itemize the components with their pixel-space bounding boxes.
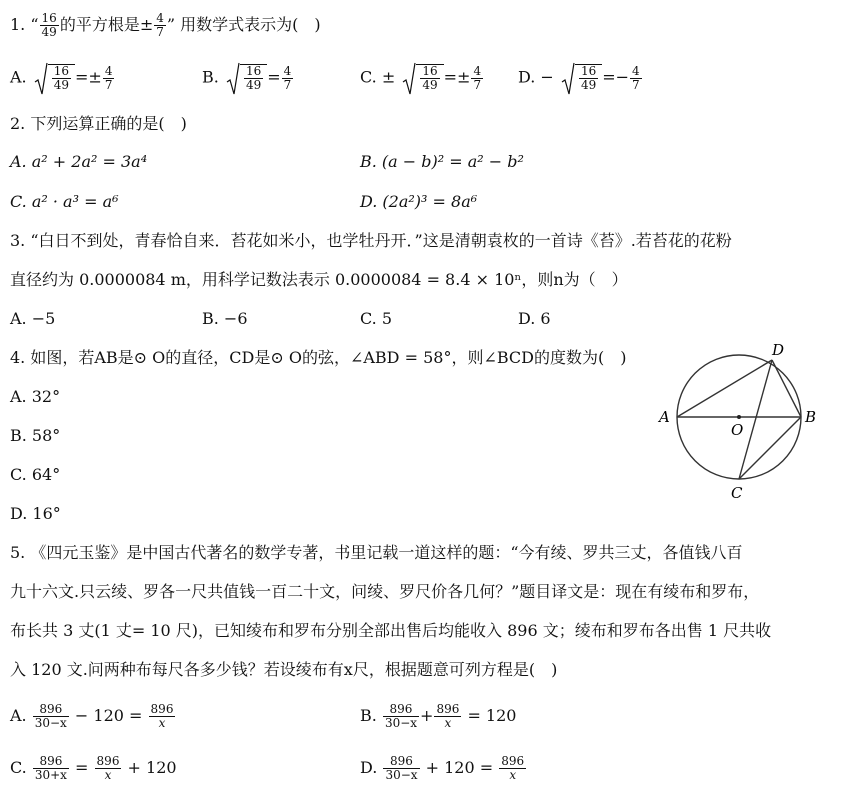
- sqrt-symbol: $\frac{16}{49}$: [34, 64, 75, 92]
- label-d: D: [772, 341, 785, 359]
- segment-bd: [772, 360, 801, 417]
- center-dot: [737, 415, 741, 419]
- q4-option-a[interactable]: A. 32°: [10, 387, 61, 406]
- q3-stem-line2: 直径约为 0.0000084 m，用科学记数法表示 0.0000084 = 8.4 × 10ⁿ，则n为（ ）: [10, 270, 628, 289]
- q5-option-b[interactable]: B. $\frac{896}{30-x}$ + $\frac{896}{x}$ = 120: [360, 702, 517, 730]
- q1-option-a[interactable]: A. $\frac{16}{49}$ =± $\frac{4}{7}$: [10, 63, 113, 92]
- q4-option-d[interactable]: D. 16°: [10, 504, 61, 523]
- q1-option-d[interactable]: D. − $\frac{16}{49}$ =− $\frac{4}{7}$: [518, 63, 640, 92]
- q3-stem-line1: 3. “白日不到处，青春恰自来．苔花如米小，也学牡丹开．”这是清朝袁枚的一首诗《苔》.若苔花的花粉: [10, 231, 732, 250]
- q1-stem: 1. “ $\frac{16}{49}$ 的平方根是± $\frac{4}{7}$ ” 用数学式表示为( ): [10, 11, 321, 39]
- q2-option-b[interactable]: B. (a − b)² = a² − b²: [360, 152, 524, 171]
- sqrt-symbol: $\frac{16}{49}$: [561, 64, 602, 92]
- sqrt-symbol: $\frac{16}{49}$: [402, 64, 443, 92]
- label-o: O: [731, 421, 744, 439]
- q4-option-b[interactable]: B. 58°: [10, 426, 61, 445]
- q4-stem: 4. 如图，若AB是⊙ O的直径，CD是⊙ O的弦，∠ABD = 58°，则∠BCD的度数为( ): [10, 348, 627, 367]
- q1-option-b[interactable]: B. $\frac{16}{49}$ = $\frac{4}{7}$: [202, 63, 292, 92]
- fraction: $\frac{16}{49}$: [41, 11, 57, 39]
- q4-option-c[interactable]: C. 64°: [10, 465, 61, 484]
- q3-option-b[interactable]: B. −6: [202, 309, 248, 328]
- fraction: $\frac{4}{7}$: [156, 11, 164, 39]
- q2-option-a[interactable]: A. a² + 2a² = 3a⁴: [10, 152, 148, 171]
- q5-stem-line2: 九十六文.只云绫、罗各一尺共值钱一百二十文，问绫、罗尺价各几何？”题目译文是：现在有绫布和罗布，: [10, 582, 760, 601]
- q5-stem-line3: 布长共 3 丈(1 丈= 10 尺)，已知绫布和罗布分别全部出售后均能收入 896 文；绫布和罗布各出售 1 尺共收: [10, 621, 772, 640]
- q2-stem: 2. 下列运算正确的是( ): [10, 114, 187, 133]
- q5-stem-line4: 入 120 文.问两种布每尺各多少钱？若设绫布有x尺，根据题意可列方程是( ): [10, 660, 558, 679]
- q3-option-a[interactable]: A. −5: [10, 309, 56, 328]
- label-c: C: [731, 484, 743, 502]
- q5-option-a[interactable]: A. $\frac{896}{30-x}$ − 120 = $\frac{896}{x}$: [10, 702, 174, 730]
- chord-cd: [739, 360, 772, 479]
- q5-option-c[interactable]: C. $\frac{896}{30+x}$ = $\frac{896}{x}$ + 120: [10, 754, 177, 782]
- q2-option-d[interactable]: D. (2a²)³ = 8a⁶: [360, 192, 478, 211]
- q3-option-c[interactable]: C. 5: [360, 309, 393, 328]
- segment-ad: [677, 360, 772, 417]
- label-b: B: [805, 408, 817, 426]
- q5-option-d[interactable]: D. $\frac{896}{30-x}$ + 120 = $\frac{896}{x}$: [360, 754, 525, 782]
- q2-option-c[interactable]: C. a² · a³ = a⁶: [10, 192, 119, 211]
- sqrt-symbol: $\frac{16}{49}$: [226, 64, 267, 92]
- q3-option-d[interactable]: D. 6: [518, 309, 551, 328]
- q1-option-c[interactable]: C. ± $\frac{16}{49}$ =± $\frac{4}{7}$: [360, 63, 482, 92]
- q5-stem-line1: 5. 《四元玉鉴》是中国古代著名的数学专著，书里记载一道这样的题：“今有绫、罗共三丈，各值钱八百: [10, 543, 743, 562]
- circle-diagram: [655, 340, 825, 505]
- label-a: A: [659, 408, 670, 426]
